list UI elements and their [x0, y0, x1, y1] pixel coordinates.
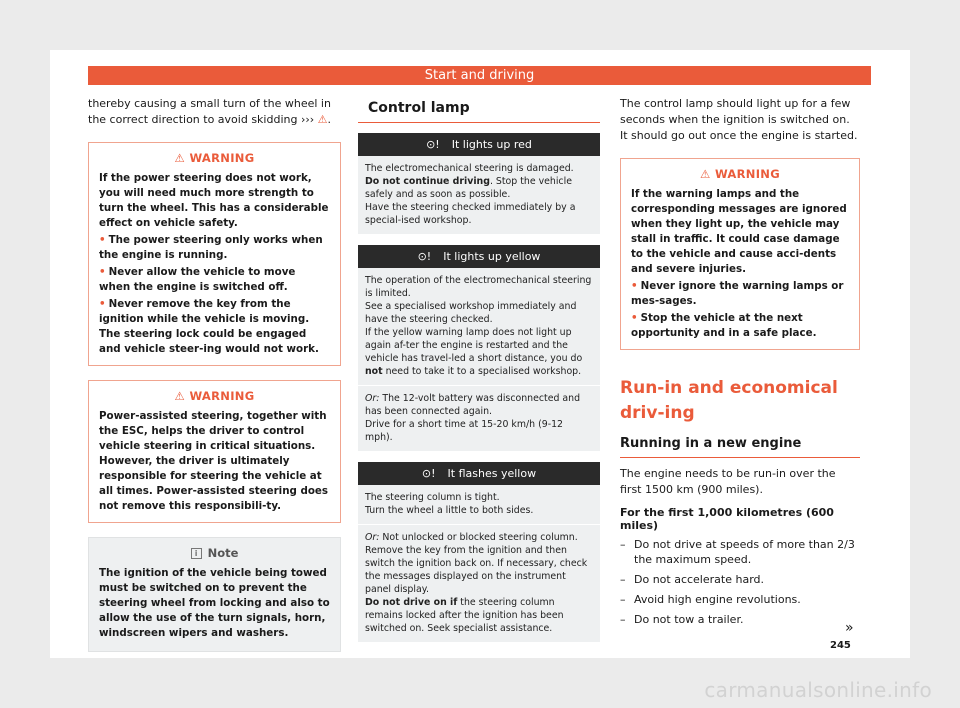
warning-triangle-icon: ⚠	[317, 113, 328, 126]
steering-lamp-icon: ⊙!	[421, 467, 436, 480]
continue-marker: »	[845, 620, 854, 636]
note-box	[88, 537, 341, 652]
manual-page	[50, 50, 910, 658]
warning-text: If the power steering does not work, you will need much more strength to turn the wheel. This has a considerable effect on vehicle safety.	[99, 172, 329, 229]
subsection-title: Running in a new engine	[620, 436, 860, 458]
lamp-flash-bar: ⊙! It flashes yellow	[358, 462, 600, 485]
lamp-red-bar: ⊙! It lights up red	[358, 133, 600, 156]
warning-bullet: • Never remove the key from the ignition while the vehicle is moving. The steering lock could be engaged and vehicle steer-ing would not work.	[99, 298, 319, 355]
warning-text: Power-assisted steering, together with the ESC, helps the driver to control vehicle steering in critical situations. However, the driver is ultimately responsible for steering the vehicle at all times. Power-assisted steering does not remove this responsibili-ty.	[99, 410, 329, 512]
lamp-yellow-description: The operation of the electromechanical steering is limited. See a specialised workshop immediately and have the steering checked. If the yellow warning lamp does not light up again af-ter the engine is restarted and the vehicle has travel-led a short distance, you do not need to take it to a specialised workshop.	[358, 268, 600, 386]
warning-text: If the warning lamps and the corresponding messages are ignored when they light up, the vehicle may stall in traffic. It could case damage to the vehicle and cause acci-dents and severe injuries.	[631, 188, 847, 275]
page-header: Start and driving	[88, 66, 871, 85]
steering-lamp-icon: ⊙!	[417, 250, 432, 263]
warning-bullet: • Stop the vehicle at the next opportunity and in a safe place.	[631, 312, 817, 339]
watermark: carmanualsonline.info	[704, 678, 932, 702]
section-title: Run-in and economical driv-ing	[620, 378, 838, 423]
warning-triangle-icon: ⚠	[700, 167, 711, 181]
control-lamp-title: Control lamp	[358, 96, 600, 123]
lamp-red-description: The electromechanical steering is damaged. Do not continue driving. Stop the vehicle safely and as soon as possible. Have the steering checked immediately by a special-ised workshop.	[358, 156, 600, 235]
run-in-paragraph: The engine needs to be run-in over the first 1500 km (900 miles).	[620, 467, 836, 496]
column-middle	[358, 96, 600, 643]
list-item: – Do not tow a trailer.	[620, 612, 860, 627]
warning-list	[631, 279, 849, 341]
warning-bullet: • Never ignore the warning lamps or mes-sages.	[631, 280, 844, 307]
cross-reference[interactable]: ›››	[300, 113, 315, 126]
warning-box-ignored-lamps	[620, 158, 860, 350]
note-text: The ignition of the vehicle being towed must be switched on to prevent the steering wheel from locking and also to allow the use of the turn signals, horn, windscreen wipers and washers.	[99, 567, 330, 639]
warning-title: ⚠ WARNING	[174, 389, 255, 403]
list-item: – Do not drive at speeds of more than 2/3 the maximum speed.	[620, 537, 860, 567]
control-lamp-intro: The control lamp should light up for a few seconds when the ignition is switched on. It should go out once the engine is started.	[620, 97, 858, 142]
steering-lamp-icon: ⊙!	[426, 138, 440, 151]
run-in-heading: For the first 1,000 kilometres (600 miles)	[620, 506, 834, 532]
list-item: – Do not accelerate hard.	[620, 572, 860, 587]
warning-title: ⚠ WARNING	[174, 151, 255, 165]
column-right	[620, 96, 860, 627]
info-icon: i	[191, 548, 202, 559]
intro-text: thereby causing a small turn of the wheel in the correct direction to avoid skidding	[88, 97, 331, 126]
page-number: 245	[830, 640, 851, 651]
warning-title: ⚠ WARNING	[700, 167, 780, 181]
warning-list	[99, 233, 330, 357]
warning-box-esc	[88, 380, 341, 523]
warning-bullet: • The power steering only works when the engine is running.	[99, 234, 323, 261]
intro-paragraph: thereby causing a small turn of the wheel in the correct direction to avoid skidding ››› ⚠.	[88, 97, 332, 126]
lamp-flash-description: The steering column is tight. Turn the wheel a little to both sides.	[358, 485, 600, 525]
note-title: i Note	[99, 546, 330, 560]
list-item: – Avoid high engine revolutions.	[620, 592, 860, 607]
column-left	[88, 96, 341, 652]
warning-triangle-icon: ⚠	[174, 389, 186, 403]
lamp-yellow-bar: ⊙! It lights up yellow	[358, 245, 600, 268]
warning-bullet: • Never allow the vehicle to move when the engine is switched off.	[99, 266, 296, 293]
warning-triangle-icon: ⚠	[174, 151, 186, 165]
lamp-yellow-alternative: Or: The 12-volt battery was disconnected and has been connected again. Drive for a short time at 15-20 km/h (9-12 mph).	[358, 386, 600, 452]
lamp-flash-alternative: Or: Not unlocked or blocked steering column. Remove the key from the ignition and then switch the ignition back on. If necessary, check the messages displayed on the instrument panel display. Do not drive on if the steering column remains locked after the ignition has been switched on. Seek specialist assistance.	[358, 525, 600, 643]
warning-box-power-steering	[88, 142, 341, 366]
